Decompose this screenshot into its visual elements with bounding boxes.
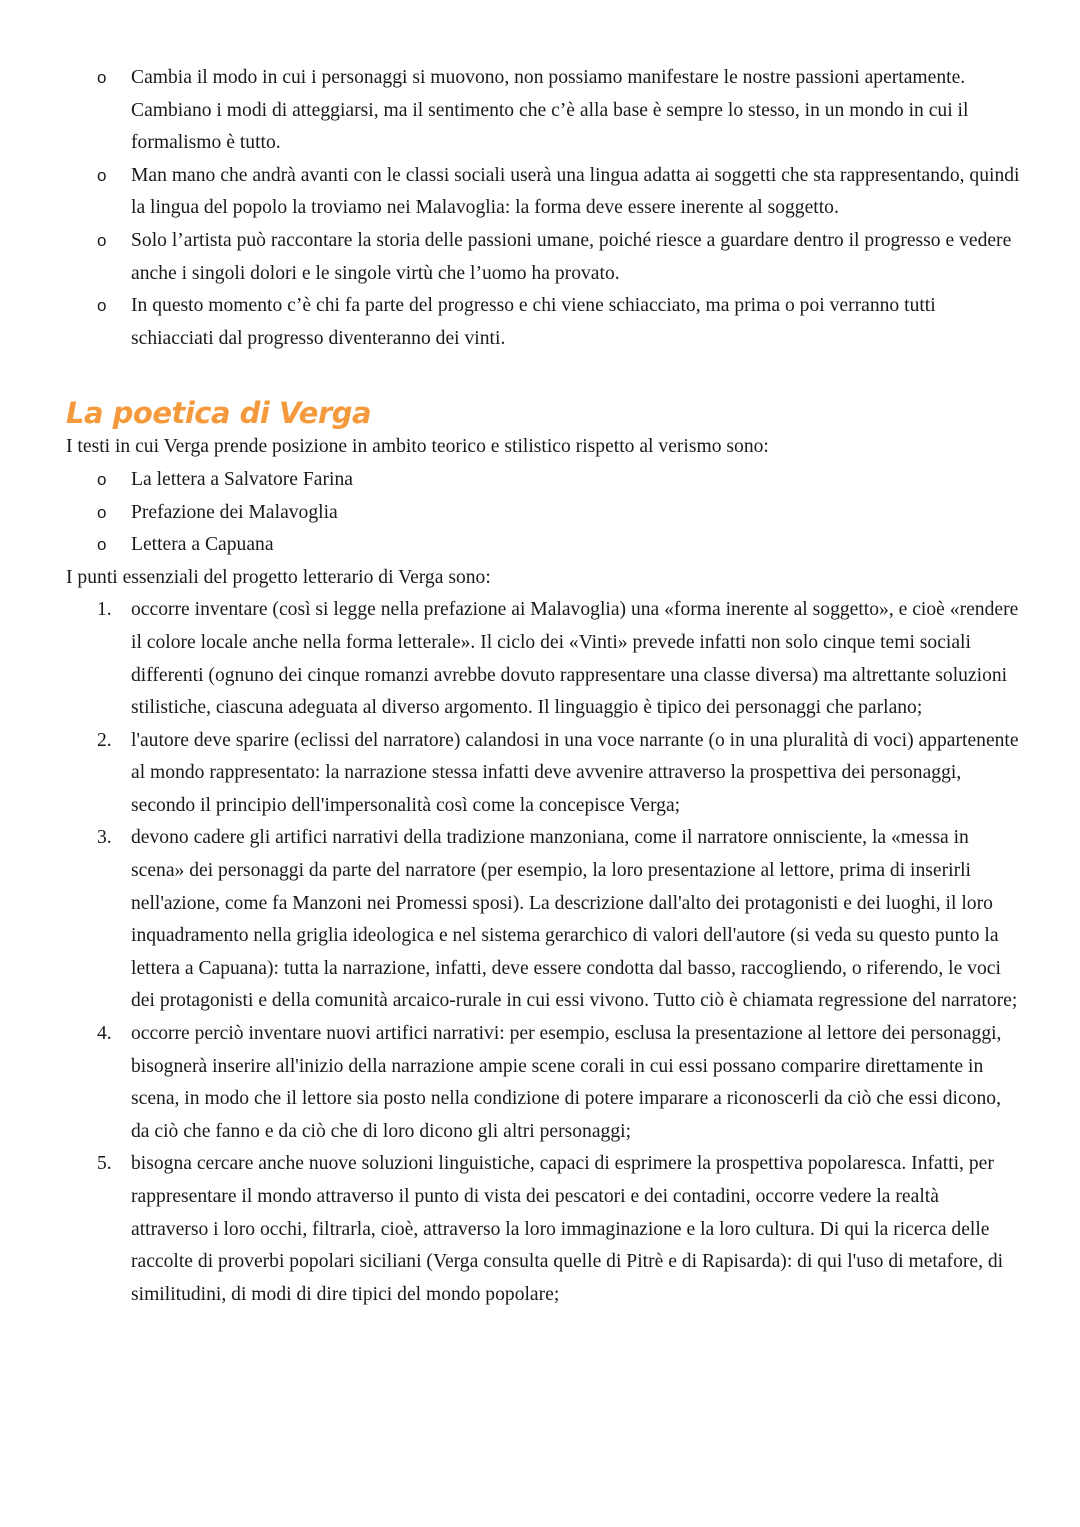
item-number: 3. <box>97 827 112 849</box>
list-item <box>0 497 1080 530</box>
bullet-marker: o <box>97 502 107 522</box>
document-page <box>0 62 1080 1311</box>
list-item-text: In questo momento c’è chi fa parte del progresso e chi viene schiacciato, ma prima o poi verranno tutti schiacciati dal progresso diventeranno dei vinti. <box>131 295 936 349</box>
bullet-marker: o <box>97 230 107 250</box>
list-item <box>0 160 1080 225</box>
numbered-item <box>0 1018 1080 1148</box>
bullet-marker: o <box>97 469 107 489</box>
section-heading: La poetica di Verga <box>66 396 372 431</box>
numbered-item <box>0 822 1080 1018</box>
item-number: 1. <box>97 599 112 621</box>
numbered-item <box>0 725 1080 823</box>
list-item <box>0 529 1080 562</box>
bullet-marker: o <box>97 165 107 185</box>
numbered-item-text: occorre inventare (così si legge nella prefazione ai Malavoglia) una «forma inerente al soggetto», e cioè «rendere il colore locale anche nella forma letterale». Il ciclo dei «Vinti» prevede infatti non solo cinque temi sociali differenti (ognuno dei cinque romanzi avrebbe dovuto rappresentare una classe diversa) ma altrettante soluzioni stilistiche, ciascuna adeguata al diverso argomento. Il linguaggio è tipico dei personaggi che parlano; <box>131 599 1019 719</box>
item-number: 2. <box>97 729 112 751</box>
list-item-text: Man mano che andrà avanti con le classi sociali userà una lingua adatta ai soggetti che sta rappresentando, quindi la lingua del popolo la troviamo nei Malavoglia: la forma deve essere inerente al soggetto. <box>131 164 1020 219</box>
list-item-text: Prefazione dei Malavoglia <box>131 501 338 523</box>
item-number: 4. <box>97 1023 112 1045</box>
numbered-item-text: occorre perciò inventare nuovi artifici narrativi: per esempio, esclusa la presentazione al lettore dei personaggi, bisognerà inserire all'inizio della narrazione ampie scene corali in cui essi possano comparire direttamente in scena, in modo che il lettore sia posto nella condizione di potere imparare a riconoscerli da ciò che essi dicono, da ciò che fanno e da ciò che di loro dicono gli altri personaggi; <box>131 1023 1002 1142</box>
list-item-text: La lettera a Salvatore Farina <box>131 468 353 490</box>
bullet-marker: o <box>97 296 107 316</box>
item-number: 5. <box>97 1153 112 1175</box>
top-bullet-list <box>0 62 1080 355</box>
section-intro: I testi in cui Verga prende posizione in ambito teorico e stilistico rispetto al verismo sono: <box>66 436 769 458</box>
numbered-item-text: devono cadere gli artifici narrativi della tradizione manzoniana, come il narratore onnisciente, la «messa in scena» dei personaggi da parte del narratore (per esempio, la loro presentazione al lettore, prima di inserirli nell'azione, come fa Manzoni nei Promessi sposi). La descrizione dall'alto dei protagonisti e dei luoghi, il loro inquadramento nella griglia ideologica e nel sistema gerarchico di valori dell'autore (si veda su questo punto la lettera a Capuana): tutta la narrazione, infatti, deve essere condotta dal basso, raccogliendo, o riferendo, le voci dei protagonisti e della comunità arcaico-rurale in cui essi vivono. Tutto ciò è chiamata regressione del narratore; <box>131 827 1018 1012</box>
numbered-item-text: l'autore deve sparire (eclissi del narratore) calandosi in una voce narrante (o in una pluralità di voci) appartenente al mondo rappresentato: la narrazione stessa infatti deve avvenire attraverso la prospettiva dei personaggi, secondo il principio dell'impersonalità così come la concepisce Verga; <box>131 729 1019 816</box>
bullet-marker: o <box>97 535 107 555</box>
numbered-item-text: bisogna cercare anche nuove soluzioni linguistiche, capaci di esprimere la prospettiva popolaresca. Infatti, per rappresentare il mondo attraverso il punto di vista dei pescatori e dei contadini, occorre vedere la realtà attraverso i loro occhi, filtrarla, cioè, attraverso la loro immaginazione e la loro cultura. Di qui la ricerca delle raccolte di proverbi popolari siciliani (Verga consulta quelle di Pitrè e di Rapisarda): di qui l'uso di metafore, di similitudini, di modi di dire tipici del mondo popolare; <box>131 1153 1004 1305</box>
numbered-item <box>0 594 1080 724</box>
numbered-item <box>0 1148 1080 1311</box>
list-item-text: Cambia il modo in cui i personaggi si muovono, non possiamo manifestare le nostre passioni apertamente. Cambiano i modi di atteggiarsi, ma il sentimento che c’è alla base è sempre lo stesso, in un mondo in cui il formalismo è tutto. <box>131 67 969 154</box>
list-item <box>0 464 1080 497</box>
points-intro: I punti essenziali del progetto letterario di Verga sono: <box>66 566 491 588</box>
list-item-text: Solo l’artista può raccontare la storia delle passioni umane, poiché riesce a guardare dentro il progresso e vedere anche i singoli dolori e le singole virtù che l’uomo ha provato. <box>131 229 1012 284</box>
bullet-marker: o <box>97 68 107 87</box>
texts-list <box>0 464 1080 562</box>
points-list <box>0 594 1080 1311</box>
list-item <box>0 225 1080 290</box>
list-item-text: Lettera a Capuana <box>131 534 274 556</box>
list-item <box>0 62 1080 160</box>
list-item <box>0 290 1080 355</box>
